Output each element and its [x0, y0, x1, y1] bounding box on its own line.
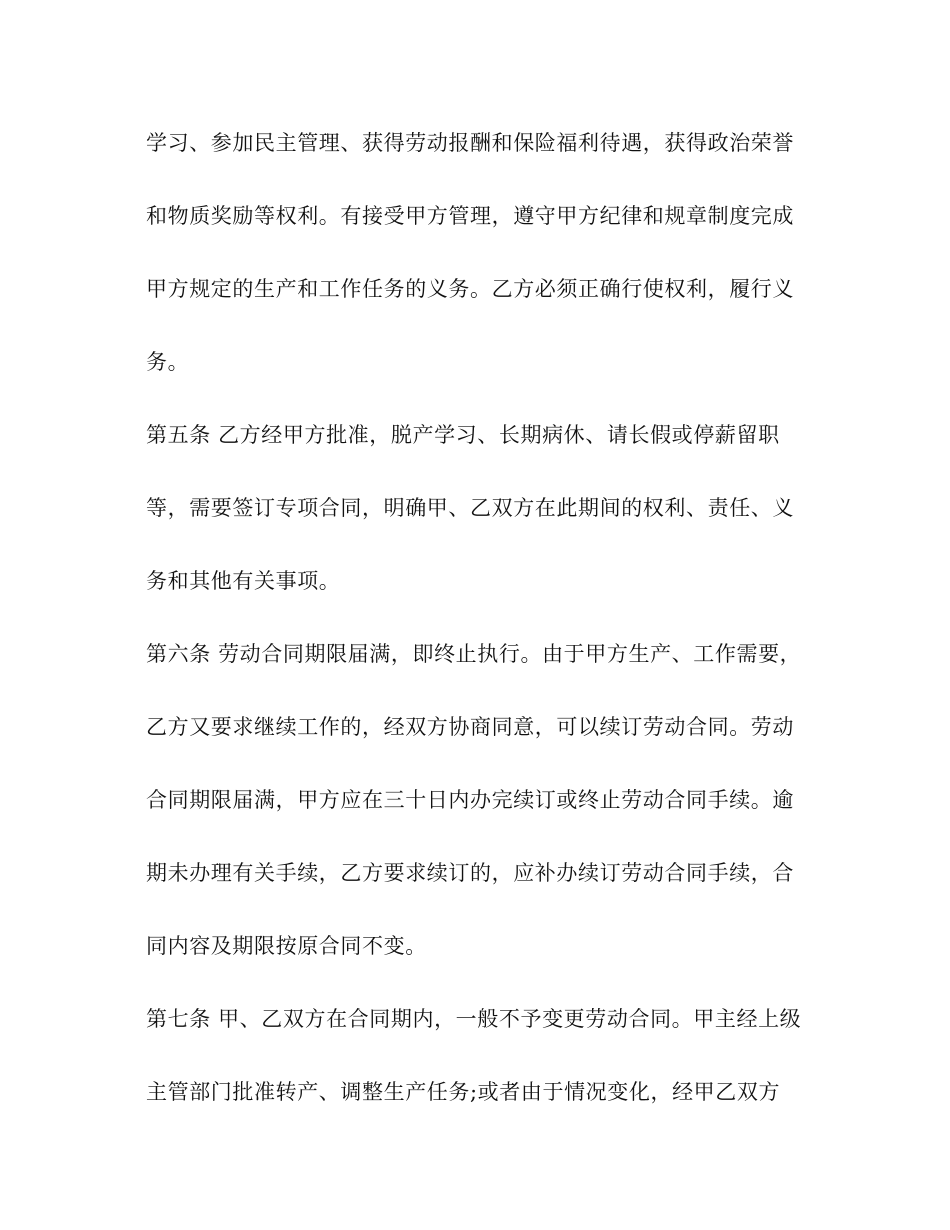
article-7-heading-line: 第七条 甲、乙双方在合同期内，一般不予变更劳动合同。甲主经上级: [146, 1007, 802, 1031]
text-line: 学习、参加民主管理、获得劳动报酬和保险福利待遇，获得政治荣誉: [146, 131, 794, 155]
text-line: 合同期限届满，甲方应在三十日内办完续订或终止劳动合同手续。逾: [146, 788, 794, 812]
text-line: 同内容及期限按原合同不变。: [146, 934, 427, 958]
text-line: 期未办理有关手续，乙方要求续订的，应补办续订劳动合同手续，合: [146, 861, 794, 885]
article-5-heading-line: 第五条 乙方经甲方批准，脱产学习、长期病休、请长假或停薪留职: [146, 423, 780, 447]
text-line: 等，需要签订专项合同，明确甲、乙双方在此期间的权利、责任、义: [146, 496, 794, 520]
text-line: 务和其他有关事项。: [146, 569, 341, 593]
text-line: 和物质奖励等权利。有接受甲方管理，遵守甲方纪律和规章制度完成: [146, 204, 794, 228]
contract-text-body: [146, 120, 816, 1142]
text-line: 主管部门批准转产、调整生产任务;或者由于情况变化，经甲乙双方: [146, 1080, 781, 1104]
text-line: 甲方规定的生产和工作任务的义务。乙方必须正确行使权利，履行义: [146, 277, 794, 301]
article-6-heading-line: 第六条 劳动合同期限届满，即终止执行。由于甲方生产、工作需要，: [146, 642, 802, 666]
text-line: 务。: [146, 350, 190, 374]
text-line: 乙方又要求继续工作的，经双方协商同意，可以续订劳动合同。劳动: [146, 715, 794, 739]
